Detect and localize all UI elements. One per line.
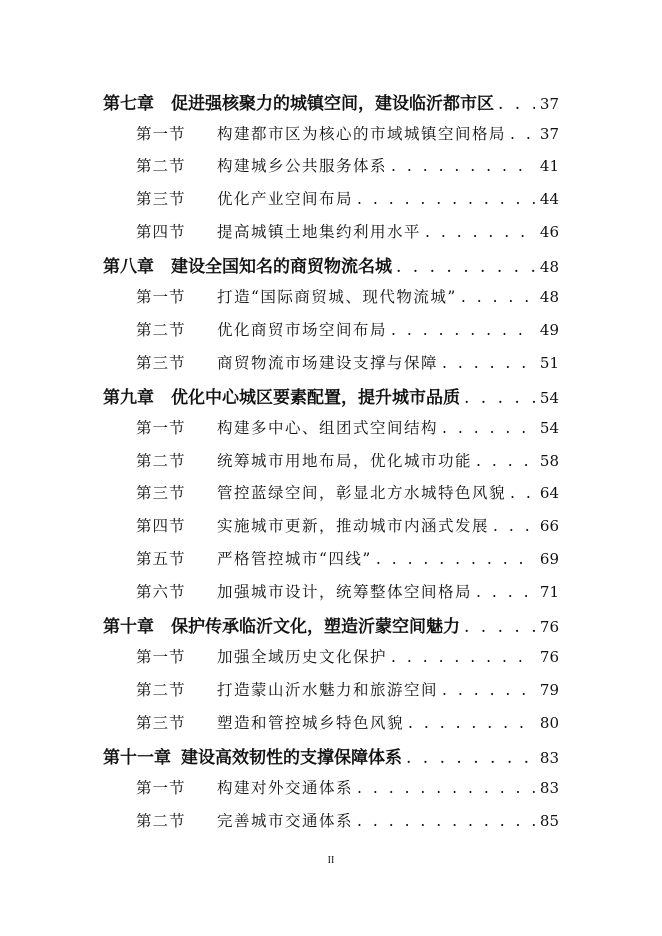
entry-number: 第二节 [136, 157, 186, 175]
entry-page: 44 [539, 190, 559, 208]
entry-title: 促进强核聚力的城镇空间，建设临沂都市区 [171, 94, 494, 114]
toc-chapter-entry[interactable] [103, 743, 559, 768]
leader-dots [464, 388, 535, 408]
entry-title: 打造“国际商贸城、现代物流城” [217, 288, 457, 306]
entry-title: 提高城镇土地集约利用水平 [217, 223, 422, 241]
entry-number: 第二节 [136, 681, 186, 699]
toc-section-entry[interactable] [136, 580, 559, 602]
toc-chapter-entry[interactable] [103, 383, 559, 408]
leader-dots [510, 484, 535, 502]
entry-title: 构建多中心、组团式空间结构 [217, 419, 439, 437]
entry-number: 第一节 [136, 419, 186, 437]
entry-page: 83 [539, 749, 559, 767]
leader-dots [357, 812, 535, 830]
entry-page: 71 [539, 583, 559, 601]
entry-page: 80 [539, 714, 559, 732]
entry-title: 打造蒙山沂水魅力和旅游空间 [217, 681, 439, 699]
toc-section-entry[interactable] [136, 416, 559, 438]
toc-section-entry[interactable] [136, 481, 559, 503]
toc-section-entry[interactable] [136, 514, 559, 536]
toc-section-entry[interactable] [136, 154, 559, 176]
entry-page: 76 [539, 648, 559, 666]
entry-title: 商贸物流市场建设支撑与保障 [217, 354, 439, 372]
entry-number: 第三节 [136, 484, 186, 502]
entry-title: 建设高效韧性的支撑保障体系 [181, 748, 402, 768]
toc-chapter-entry[interactable] [103, 612, 559, 637]
entry-page: 54 [539, 389, 559, 407]
leader-dots [476, 583, 535, 601]
toc-section-entry[interactable] [136, 776, 559, 798]
leader-dots [442, 354, 535, 372]
entry-page: 37 [539, 95, 559, 113]
entry-number: 第三节 [136, 190, 186, 208]
entry-number: 第四节 [136, 517, 186, 535]
entry-title: 优化中心城区要素配置，提升城市品质 [171, 388, 460, 408]
entry-title: 保护传承临沂文化，塑造沂蒙空间魅力 [171, 617, 460, 637]
entry-title: 塑造和管控城乡特色风貌 [217, 714, 405, 732]
entry-title: 优化商贸市场空间布局 [217, 321, 388, 339]
entry-number: 第一节 [136, 125, 186, 143]
entry-title: 完善城市交通体系 [217, 812, 354, 830]
entry-number: 第三节 [136, 354, 186, 372]
toc-section-entry[interactable] [136, 678, 559, 700]
leader-dots [391, 157, 535, 175]
entry-title: 构建都市区为核心的市域城镇空间格局 [217, 125, 507, 143]
entry-number: 第二节 [136, 452, 186, 470]
entry-number: 第二节 [136, 812, 186, 830]
entry-number: 第一节 [136, 288, 186, 306]
entry-number: 第五节 [136, 550, 186, 568]
leader-dots [376, 550, 535, 568]
entry-title: 实施城市更新，推动城市内涵式发展 [217, 517, 490, 535]
entry-number: 第六节 [136, 583, 186, 601]
entry-number: 第九章 [103, 388, 154, 408]
leader-dots [442, 419, 535, 437]
entry-title: 管控蓝绿空间，彰显北方水城特色风貌 [217, 484, 507, 502]
toc-section-entry[interactable] [136, 122, 559, 144]
entry-page: 69 [539, 550, 559, 568]
entry-page: 54 [539, 419, 559, 437]
toc-section-entry[interactable] [136, 220, 559, 242]
leader-dots [406, 748, 535, 768]
entry-page: 37 [539, 125, 559, 143]
entry-page: 41 [539, 157, 559, 175]
entry-page: 76 [539, 618, 559, 636]
leader-dots [425, 223, 535, 241]
leader-dots [442, 681, 535, 699]
leader-dots [461, 288, 535, 306]
leader-dots [391, 648, 535, 666]
entry-page: 49 [539, 321, 559, 339]
leader-dots [510, 125, 535, 143]
toc-section-entry[interactable] [136, 645, 559, 667]
entry-title: 加强城市设计，统筹整体空间格局 [217, 583, 473, 601]
entry-number: 第四节 [136, 223, 186, 241]
entry-title: 建设全国知名的商贸物流名城 [171, 257, 392, 277]
entry-number: 第三节 [136, 714, 186, 732]
entry-page: 58 [539, 452, 559, 470]
toc-section-entry[interactable] [136, 318, 559, 340]
leader-dots [396, 257, 535, 277]
leader-dots [391, 321, 535, 339]
entry-page: 66 [539, 517, 559, 535]
entry-page: 46 [539, 223, 559, 241]
entry-number: 第八章 [103, 257, 154, 277]
toc-section-entry[interactable] [136, 351, 559, 373]
entry-number: 第一节 [136, 779, 186, 797]
entry-title: 统筹城市用地布局，优化城市功能 [217, 452, 473, 470]
leader-dots [493, 517, 535, 535]
leader-dots [357, 190, 535, 208]
toc-section-entry[interactable] [136, 449, 559, 471]
entry-page: 83 [539, 779, 559, 797]
entry-page: 48 [539, 288, 559, 306]
entry-title: 优化产业空间布局 [217, 190, 354, 208]
entry-title: 严格管控城市“四线” [217, 550, 372, 568]
entry-title: 构建城乡公共服务体系 [217, 157, 388, 175]
entry-title: 加强全域历史文化保护 [217, 648, 388, 666]
entry-number: 第一节 [136, 648, 186, 666]
toc-chapter-entry[interactable] [103, 89, 559, 114]
entry-page: 51 [539, 354, 559, 372]
entry-page: 85 [539, 812, 559, 830]
leader-dots [408, 714, 535, 732]
leader-dots [476, 452, 535, 470]
entry-number: 第十章 [103, 617, 154, 637]
toc-section-entry[interactable] [136, 711, 559, 733]
toc-section-entry[interactable] [136, 285, 559, 307]
entry-page: 79 [539, 681, 559, 699]
entry-page: 64 [539, 484, 559, 502]
entry-number: 第二节 [136, 321, 186, 339]
toc-chapter-entry[interactable] [103, 252, 559, 277]
entry-number: 第十一章 [103, 748, 171, 768]
toc-section-entry[interactable] [136, 187, 559, 209]
leader-dots [498, 94, 535, 114]
leader-dots [464, 617, 535, 637]
entry-title: 构建对外交通体系 [217, 779, 354, 797]
page-number-footer: II [327, 855, 335, 866]
entry-number: 第七章 [103, 94, 154, 114]
leader-dots [357, 779, 535, 797]
toc-section-entry[interactable] [136, 809, 559, 831]
toc-section-entry[interactable] [136, 547, 559, 569]
entry-page: 48 [539, 258, 559, 276]
